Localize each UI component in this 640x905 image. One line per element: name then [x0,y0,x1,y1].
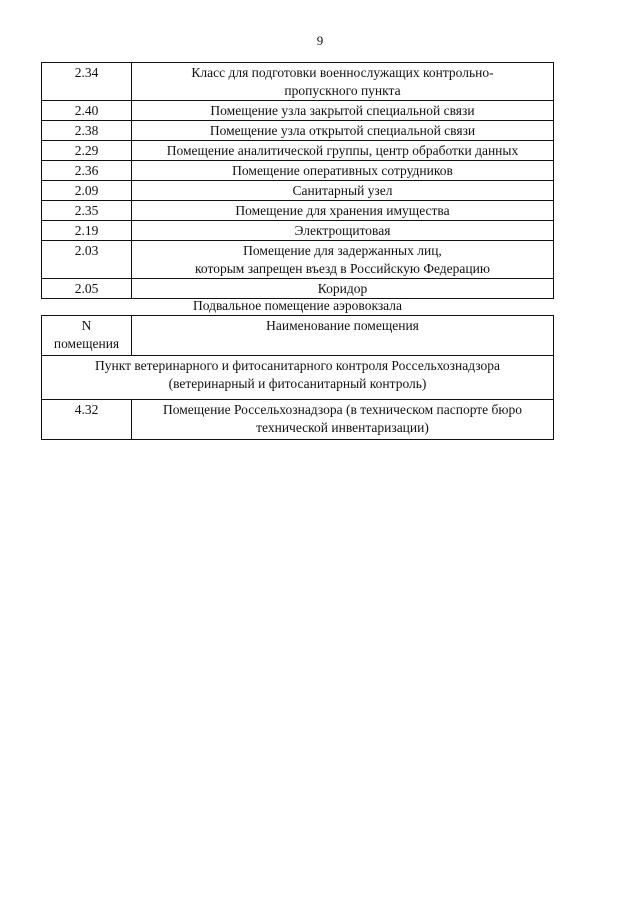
column-header-name: Наименование помещения [132,316,554,356]
room-name [132,400,554,440]
room-name [132,63,554,101]
section-caption: Подвальное помещение аэровокзала [192,298,402,313]
table-row [42,201,554,221]
room-number: 2.38 [42,121,132,141]
room-number: 2.40 [42,101,132,121]
column-header-number-line: помещения [53,336,120,351]
room-number: 2.35 [42,201,132,221]
table-row [42,121,554,141]
table-row [42,63,554,101]
room-name-line: технической инвентаризации) [256,420,429,435]
page-number: 9 [316,33,324,48]
room-name-line: пропускного пункта [284,83,401,98]
column-header-number-line: N [81,318,92,333]
room-name: Помещение для хранения имущества [132,201,554,221]
room-name: Электрощитовая [132,221,554,241]
table-row [42,181,554,201]
room-name: Санитарный узел [132,181,554,201]
room-name: Помещение оперативных сотрудников [132,161,554,181]
group-row [42,356,554,400]
table-row [42,400,554,440]
table-header-row [42,316,554,356]
room-name: Коридор [132,279,554,299]
room-number: 4.32 [42,400,132,440]
room-number: 2.36 [42,161,132,181]
table-row [42,241,554,279]
group-title-line: Пункт ветеринарного и фитосанитарного контроля Россельхознадзора [94,358,501,373]
table-row [42,161,554,181]
table-row [42,279,554,299]
room-name-line: Помещение для задержанных лиц, [243,243,442,258]
room-number: 2.09 [42,181,132,201]
rooms-table [41,62,554,299]
room-name: Помещение аналитической группы, центр обработки данных [132,141,554,161]
room-name-line: Помещение Россельхознадзора (в техническом паспорте бюро [163,402,522,417]
group-title [42,356,554,400]
room-number: 2.34 [42,63,132,101]
group-title-line: (ветеринарный и фитосанитарный контроль) [168,376,427,391]
room-number: 2.29 [42,141,132,161]
table-row [42,141,554,161]
table-row [42,221,554,241]
room-name-line: Класс для подготовки военнослужащих контрольно- [191,65,494,80]
room-number: 2.05 [42,279,132,299]
basement-rooms-table [41,315,554,440]
room-name-line: которым запрещен въезд в Российскую Федерацию [195,261,490,276]
table-row [42,101,554,121]
room-name [132,241,554,279]
room-name: Помещение узла открытой специальной связи [132,121,554,141]
room-number: 2.03 [42,241,132,279]
room-number: 2.19 [42,221,132,241]
room-name: Помещение узла закрытой специальной связи [132,101,554,121]
column-header-number [42,316,132,356]
